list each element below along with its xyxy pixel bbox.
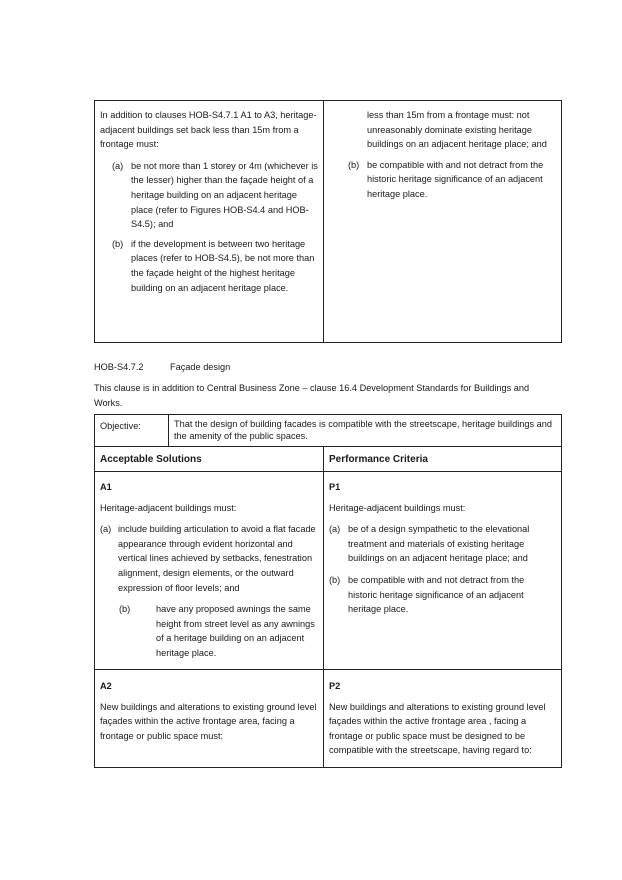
list-text: if the development is between two heritage places (refer to HOB-S4.5), be not more than the façade height of the highest heritage building on an adjacent heritage place. [131,238,315,293]
p1-cell [329,480,555,617]
p2-id: P2 [329,681,341,691]
list-text: include building articulation to avoid a flat facade appearance through evident horizontal and vertical lines achieved by setbacks, fenestration alignment, design elements, or the outward expression of floor levels; and [118,524,316,593]
p1-id: P1 [329,482,341,492]
a1-intro: Heritage-adjacent buildings must: [100,502,237,513]
a2-text: New buildings and alterations to existing ground level façades within the active frontage area, facing a frontage or public space must: [100,701,317,741]
list-item [100,237,318,295]
list-item [100,159,318,232]
objective-text: That the design of building facades is compatible with the streetscape, heritage buildings and the amenity of the public spaces. [174,419,552,441]
objective-label: Objective: [100,421,141,431]
top-right-cell [329,108,555,202]
column-divider [323,446,324,768]
row1-border [94,669,562,670]
objective-divider [168,414,169,447]
list-label: (a) [329,524,341,535]
list-item [329,158,555,202]
top-left-cell [100,108,318,295]
list-label: (a) [112,160,124,171]
top-right-continuation: less than 15m from a frontage must: not unreasonably dominate existing heritage buildings on an adjacent heritage place; and [367,110,547,150]
list-text: have any proposed awnings the same height from street level as any awnings of a heritage building on an adjacent heritage place. [156,604,315,658]
a2-cell [100,679,318,743]
list-text: be not more than 1 storey or 4m (whichever is the lesser) higher than the façade height of a heritage building on an adjacent heritage place (refer to Figures HOB-S4.4 and HOB-S4.5); and [131,160,318,230]
objective-row-border [94,446,562,447]
header-row-border [94,471,562,472]
section-number: HOB-S4.7.2 [94,362,144,372]
list-text: be compatible with and not detract from the historic heritage significance of an adjacent heritage place. [367,159,544,199]
performance-criteria-header: Performance Criteria [329,454,428,465]
list-item [100,602,318,660]
a2-id: A2 [100,681,112,691]
list-label: (a) [100,524,112,535]
list-label: (b) [329,574,341,585]
acceptable-solutions-header: Acceptable Solutions [100,454,202,465]
list-label: (b) [119,604,131,615]
list-item [329,522,555,566]
section-title: Façade design [170,362,231,372]
list-label: (b) [348,159,360,170]
list-text: be compatible with and not detract from the historic heritage significance of an adjacent heritage place. [348,574,525,615]
p2-text: New buildings and alterations to existing ground level façades within the active frontage area , facing a frontage or public space must be designed to be compatible with the streetscape, having regard to: [329,701,546,756]
list-item [329,573,555,617]
list-label: (b) [112,238,124,249]
top-table-divider [323,100,324,343]
p2-cell [329,679,555,758]
list-item [100,522,318,595]
a1-cell [100,480,318,661]
a1-id: A1 [100,482,112,492]
top-left-intro: In addition to clauses HOB-S4.7.1 A1 to A3, heritage-adjacent buildings set back less than 15m from a frontage must: [100,110,317,150]
section-intro: This clause is in addition to Central Business Zone – clause 16.4 Development Standards for Buildings and Works. [94,383,530,408]
list-text: be of a design sympathetic to the elevational treatment and materials of existing heritage buildings on an adjacent heritage place; and [348,524,530,564]
p1-intro: Heritage-adjacent buildings must: [329,502,466,513]
